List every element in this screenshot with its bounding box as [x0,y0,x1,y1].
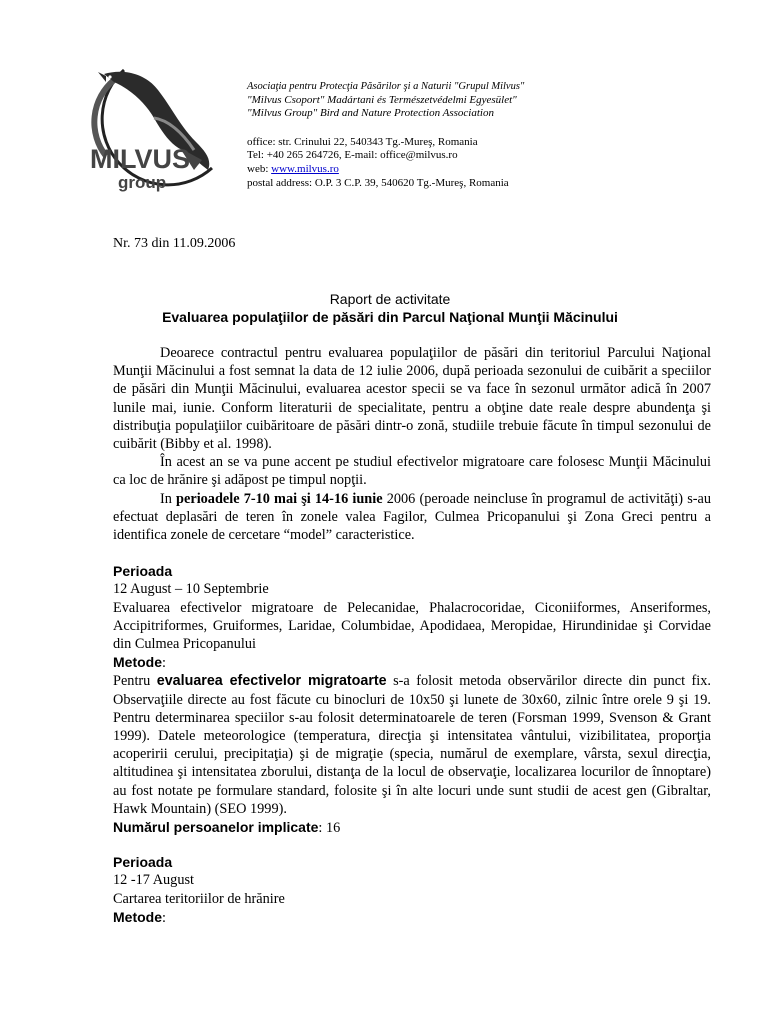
intro-paragraph-2: În acest an se va pune accent pe studiul efectivelor migratoare care folosesc Munţii Măcinului ca loc de hrănire şi adăpost pe timpul nopţii. [113,454,711,489]
section2-metode [113,908,711,927]
logo-word-group: group [118,173,167,192]
org-name-en: "Milvus Group" Bird and Nature Protection Association [247,107,494,120]
intro-paragraph-3 [113,490,711,545]
website-link[interactable]: www.milvus.ro [271,162,339,175]
document-title [100,290,680,326]
section1-metode [113,653,711,672]
section1-metode-label: Metode [113,654,162,671]
intro-paragraph-1: Deoarece contractul pentru evaluarea populaţiilor de păsări din teritoriul Parcului Naţional Munţii Măcinului a fost semnat la data de 12 iulie 2006, după perioada sezonului de cuibărit a speciilor de păsări din Munţii Măcinului, evaluarea acestor specii se va face în sezonul următor adică în 2007 lunile mai, iunie. Conform literaturii de specialitate, pentru a obţine date reale despre abundenţa şi distribuţia populaţiilor cuibăritoare de păsări dintr-o zonă, studiile trebuie făcute în timpul sezonului de cuibărit (Bibby et al. 1998). [113,345,711,453]
title-line-2: Evaluarea populaţiilor de păsări din Parcul Naţional Munţii Măcinului [162,309,618,325]
section1-persons-value: : 16 [318,820,341,837]
section2-metode-colon: : [162,909,166,926]
section1-persons-label: Numărul persoanelor implicate [113,819,319,836]
section1-dates: 12 August – 10 Septembrie [113,581,269,598]
section1-persons [113,818,711,837]
contact-line: Tel: +40 265 264726, E-mail: office@milvus.ro [247,149,458,162]
section2-metode-label: Metode [113,908,162,925]
section1-methods-bold: evaluarea efectivelor migratoarte [156,673,387,690]
section1-description: Evaluarea efectivelor migratoare de Pelecanidae, Phalacrocoridae, Ciconiiformes, Anseriformes, Accipitriformes, Gruiformes, Laridae, Columbidae, Apodidaea, Meropidae, Hirundinidae şi Corvidae din Culmea Pricopanului [113,599,711,653]
milvus-group-logo [84,60,224,200]
section2-description: Cartarea teritoriilor de hrănire [113,890,285,907]
org-name-hu: "Milvus Csoport" Madártani és Természetvédelmi Egyesület" [247,93,517,106]
section1-methods-text [113,672,711,818]
section2-dates: 12 -17 August [113,872,195,889]
letterhead [247,80,524,190]
section1-methods-rest: s-a folosit metoda observărilor directe din punct fix. Observaţiile directe au fost făcute cu binocluri de 10x50 şi lunete de 30x60, zilnic între orele 9 şi 19. Pentru determinarea speciilor s-au folosit determinatoarele de teren (Forsman 1999, Svenson & Grant 1999). Datele meteorologice (temperatura, direcţia şi intensitatea vântului, vizibilitatea, proporţia acoperirii cerului, precipitaţia) şi de migraţie (specia, numărul de exemplare, vârsta, sexul direcţia, altitudinea şi intensitatea zborului, distanţa de la locul de observaţie, localizarea locurilor de înnoptare) au fost notate pe formulare standard, folosite şi în alte locuri unde sunt studii de acest gen (Gibraltar, Hawk Mountain) (SEO 1999). [113,673,711,817]
logo-word-milvus: MILVUS [90,144,190,174]
intro-p3-periods: perioadele 7-10 mai şi 14-16 iunie [176,490,383,507]
web-label: web: [247,162,272,175]
title-line-1: Raport de activitate [329,291,451,307]
postal-address: postal address: O.P. 3 C.P. 39, 540620 Tg.-Mureş, Romania [247,176,509,189]
section1-methods-start: Pentru [113,673,157,690]
document-number: Nr. 73 din 11.09.2006 [113,236,236,251]
office-address: office: str. Crinului 22, 540343 Tg.-Mureş, Romania [247,135,478,148]
intro-p3-rest: 2006 (peroade neincluse în programul de activităţi) s-au efectuat deplasări de teren în zonele valea Fagilor, Culmea Pricopanului şi Zona Greci pentru a identifica zonele de cercetare “model” caracteristice. [113,490,712,544]
web-line [247,163,524,177]
section1-metode-colon: : [162,655,166,672]
org-name-ro: Asociaţia pentru Protecţia Păsărilor şi a Naturii "Grupul Milvus" [247,81,525,92]
document-body [113,344,711,927]
milvus-bird-logo-icon [84,60,224,200]
section1-heading: Perioada [113,563,173,580]
section2-heading: Perioada [113,854,173,871]
intro-p3-start: In [160,490,177,507]
